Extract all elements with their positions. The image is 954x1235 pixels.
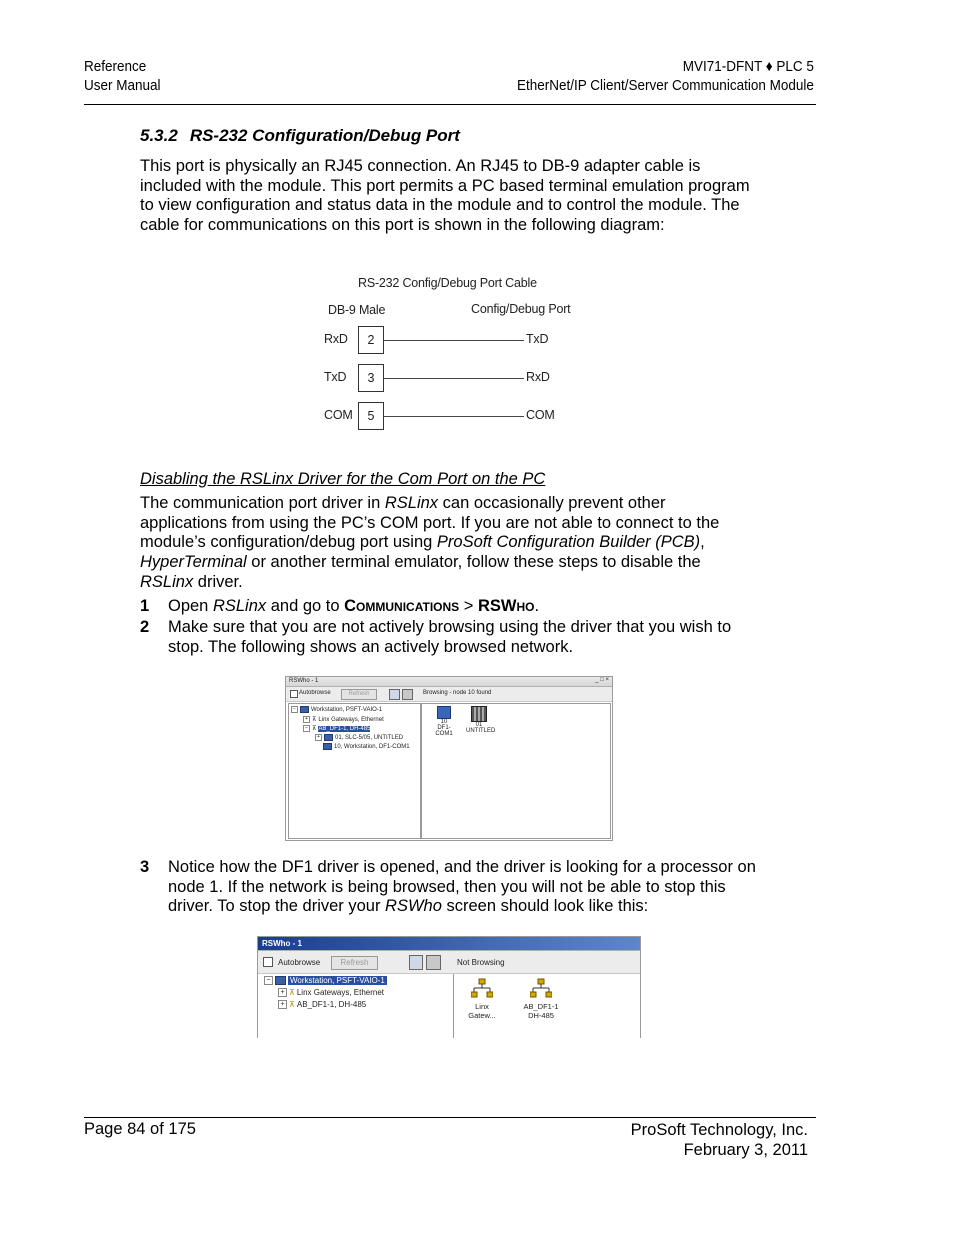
step-text: Open xyxy=(168,597,213,615)
browse-status: Not Browsing xyxy=(457,958,505,967)
browse-status: Browsing - node 10 found xyxy=(423,690,492,696)
step-number: 2 xyxy=(140,618,150,636)
tree-item[interactable]: + 01, SLC-5/05, UNTITLED xyxy=(315,734,403,741)
intro-paragraph: This port is physically an RJ45 connection. An RJ45 to DB-9 adapter cable is included with the module. This port permits a PC based terminal emulation program to view configuration and status data in the module and to control the module. The cable for communications on this port is shown in the following diagram: xyxy=(140,157,750,235)
footer-date: February 3, 2011 xyxy=(683,1141,808,1159)
para-rslinx: RSLinx xyxy=(384,494,439,512)
header-product: MVI71-DFNT ♦ PLC 5 xyxy=(682,58,814,75)
step-text: . xyxy=(534,597,540,615)
network-icon: ⊼ xyxy=(312,726,317,732)
window-title: RSWho - 1 xyxy=(262,939,302,948)
diagram-wire xyxy=(384,378,524,379)
device-tile[interactable] xyxy=(434,706,454,737)
footer-right xyxy=(631,1120,808,1160)
tree-item[interactable]: − ⊼ AB_DF1-1, DH-485 xyxy=(303,725,370,732)
autobrowse-checkbox[interactable] xyxy=(290,690,298,698)
para-text: driver. xyxy=(193,572,243,591)
diagram-pin-box: 2 xyxy=(358,326,384,354)
device-label: UNTITLED xyxy=(466,728,496,734)
autobrowse-checkbox[interactable] xyxy=(263,957,273,967)
diagram-wire xyxy=(384,340,524,341)
header-doc-type: User Manual xyxy=(84,77,161,94)
subsection-paragraph xyxy=(140,494,755,593)
cable-diagram xyxy=(318,272,598,442)
tree-item[interactable]: + ⊼ Linx Gateways, Ethernet xyxy=(278,988,384,997)
footer-rule xyxy=(84,1117,816,1118)
view-icon[interactable] xyxy=(389,689,400,700)
refresh-button[interactable]: Refresh xyxy=(331,956,378,970)
network-icon: ⊼ xyxy=(289,1000,295,1010)
tree-pane xyxy=(288,703,421,839)
diagram-row-right-label: TxD xyxy=(526,332,549,346)
diagram-row-right-label: COM xyxy=(526,408,555,422)
diagram-row-left-label: COM xyxy=(324,408,353,422)
diagram-row-left-label: TxD xyxy=(324,370,347,384)
device-tile[interactable] xyxy=(463,978,501,1020)
step-text: > xyxy=(459,597,478,615)
device-label: Linx xyxy=(475,1002,489,1011)
step-rswho: RSWho xyxy=(385,897,442,916)
step-rslinx: RSLinx xyxy=(212,597,267,615)
grid-view-icon[interactable] xyxy=(402,689,413,700)
network-icon: ⊼ xyxy=(289,988,295,998)
step-text: Notice how the DF1 driver is opened, and the driver is looking for a processor on node 1. If the network is being browsed, then you will not be able to stop this driver. To stop the driver your xyxy=(168,858,756,916)
tree-label: Workstation, PSFT-VAIO-1 xyxy=(311,707,383,714)
para-hyperterminal: HyperTerminal xyxy=(140,553,247,572)
processor-icon xyxy=(324,734,333,741)
plc-icon xyxy=(471,706,487,722)
diagram-pin-box: 5 xyxy=(358,402,384,430)
rswho-window-browsing xyxy=(285,676,613,841)
window-titlebar xyxy=(286,677,612,687)
para-rslinx: RSLinx xyxy=(140,572,194,591)
tree-label: 01, SLC-5/05, UNTITLED xyxy=(335,735,404,742)
computer-icon xyxy=(437,706,451,719)
tree-pane xyxy=(260,974,454,1038)
para-pcb: ProSoft Configuration Builder (PCB) xyxy=(436,533,701,552)
step-1-text xyxy=(168,597,539,617)
step-text: and go to xyxy=(266,597,345,615)
workstation-icon xyxy=(275,976,286,985)
workstation-icon xyxy=(323,743,332,750)
tree-label: Workstation, PSFT-VAIO-1 xyxy=(290,976,385,985)
window-toolbar xyxy=(286,687,612,702)
header-right xyxy=(517,57,814,95)
section-number: 5.3.2 xyxy=(140,126,178,145)
diagram-title: RS-232 Config/Debug Port Cable xyxy=(358,276,537,290)
window-toolbar xyxy=(258,951,640,974)
header-section: Reference xyxy=(84,58,147,75)
para-text: , xyxy=(700,533,705,552)
tree-label: Linx Gateways, Ethernet xyxy=(318,717,384,724)
tree-label: AB_DF1-1, DH-485 xyxy=(318,726,371,733)
window-title: RSWho - 1 xyxy=(289,678,319,684)
subsection-title: Disabling the RSLinx Driver for the Com Port on the PC xyxy=(140,470,546,488)
tree-item[interactable] xyxy=(323,743,410,750)
tree-item[interactable]: + ⊼ Linx Gateways, Ethernet xyxy=(303,716,384,723)
tree-label: 10, Workstation, DF1-COM1 xyxy=(334,744,410,751)
step-number: 3 xyxy=(140,858,150,876)
detail-pane xyxy=(455,974,638,1038)
autobrowse-label: Autobrowse xyxy=(299,690,331,696)
footer-company: ProSoft Technology, Inc. xyxy=(630,1121,808,1139)
diagram-wire xyxy=(384,416,524,417)
diagram-pin-box: 3 xyxy=(358,364,384,392)
device-label: 10 xyxy=(440,719,448,725)
workstation-icon xyxy=(300,706,309,713)
refresh-button[interactable]: Refresh xyxy=(341,689,377,700)
step-number: 1 xyxy=(140,597,150,615)
step-2-text: Make sure that you are not actively browsing using the driver that you wish to stop. The following shows an actively browsed network. xyxy=(168,618,732,656)
step-3-text xyxy=(168,858,763,917)
device-label: Gatew... xyxy=(468,1011,496,1020)
menu-communications: Communications xyxy=(344,597,460,615)
device-label: 01 xyxy=(475,722,483,728)
tree-item[interactable]: − Workstation, PSFT-VAIO-1 xyxy=(291,706,382,713)
para-text: or another terminal emulator, follow these steps to disable the xyxy=(246,553,701,572)
rswho-window-not-browsing xyxy=(257,936,641,1038)
network-icon: ⊼ xyxy=(312,717,317,723)
tree-label: Linx Gateways, Ethernet xyxy=(296,988,385,997)
tree-item[interactable]: + ⊼ AB_DF1-1, DH-485 xyxy=(278,1000,366,1009)
grid-view-icon[interactable] xyxy=(426,955,441,970)
step-text: screen should look like this: xyxy=(441,897,649,916)
section-title: RS-232 Configuration/Debug Port xyxy=(189,126,460,145)
menu-rswho: RSWho xyxy=(477,597,535,615)
view-icon[interactable] xyxy=(409,955,423,970)
window-controls[interactable]: _ □ × xyxy=(595,677,609,683)
para-text: can occasionally prevent other applications from using the PC’s COM port. If you are not able to connect to the module’s configuration/debug port using xyxy=(140,494,720,552)
device-tile[interactable] xyxy=(519,978,563,1020)
footer-page-number: Page 84 of 175 xyxy=(84,1120,196,1138)
tree-label: AB_DF1-1, DH-485 xyxy=(296,1000,367,1009)
header-rule xyxy=(84,104,816,105)
detail-pane xyxy=(421,703,611,839)
device-label: DH-485 xyxy=(528,1011,554,1020)
device-label: AB_DF1-1 xyxy=(523,1002,559,1011)
device-label: DF1-COM1 xyxy=(435,725,453,737)
section-heading xyxy=(140,126,460,146)
diagram-left-header: DB-9 Male xyxy=(328,303,386,317)
window-titlebar xyxy=(258,937,640,951)
tree-item[interactable]: − Workstation, PSFT-VAIO-1 xyxy=(264,976,387,985)
network-tree-icon xyxy=(530,978,552,1000)
header-module: EtherNet/IP Client/Server Communication Module xyxy=(517,77,814,94)
diagram-row-left-label: RxD xyxy=(324,332,348,346)
network-tree-icon xyxy=(471,978,493,1000)
autobrowse-label: Autobrowse xyxy=(278,958,321,967)
diagram-right-header: Config/Debug Port xyxy=(471,302,571,316)
header-left xyxy=(84,57,161,95)
device-tile[interactable] xyxy=(466,706,496,734)
diagram-row-right-label: RxD xyxy=(526,370,550,384)
para-text: The communication port driver in xyxy=(140,494,385,512)
